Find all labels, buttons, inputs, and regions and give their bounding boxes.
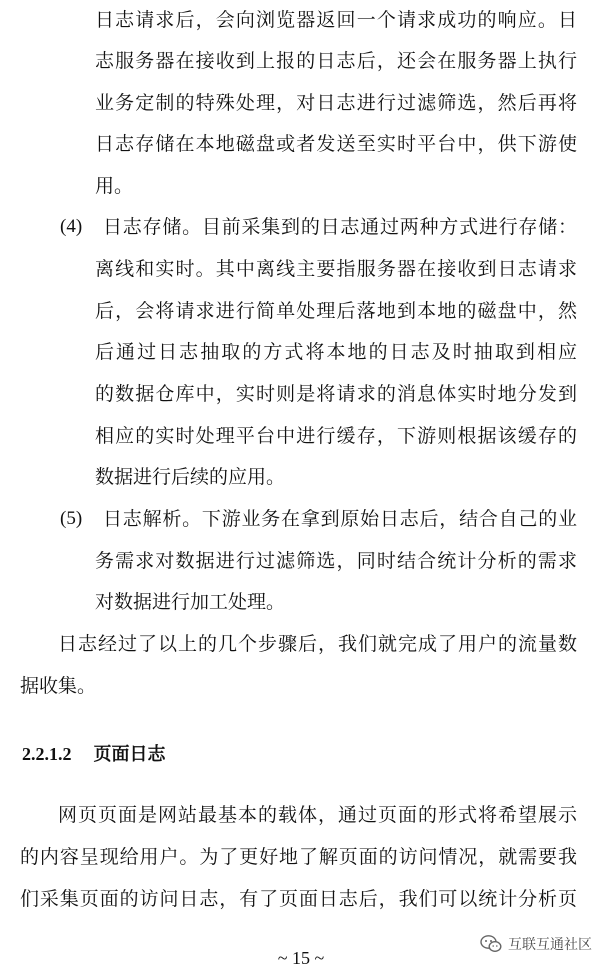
item4-line-5: 的数据仓库中，实时则是将请求的消息体实时地分发到 xyxy=(95,383,577,405)
item5-line-3: 对数据进行加工处理。 xyxy=(95,591,286,613)
item4-line-1: 日志存储。目前采集到的日志通过两种方式进行存储： xyxy=(103,216,577,238)
item4-line-2: 离线和实时。其中离线主要指服务器在接收到日志请求 xyxy=(95,258,577,280)
intro-line-2: 志服务器在接收到上报的日志后，还会在服务器上执行 xyxy=(95,50,577,72)
intro-line-1: 日志请求后，会向浏览器返回一个请求成功的响应。日 xyxy=(95,9,577,31)
item4-line-7: 数据进行后续的应用。 xyxy=(95,466,286,488)
intro-line-3: 业务定制的特殊处理，对日志进行过滤筛选，然后再将 xyxy=(95,92,577,114)
section-body-line-2: 的内容呈现给用户。为了更好地了解页面的访问情况，就需要我 xyxy=(20,846,577,868)
intro-line-4: 日志存储在本地磁盘或者发送至实时平台中，供下游使 xyxy=(95,133,577,155)
section-body-line-3: 们采集页面的访问日志，有了页面日志后，我们可以统计分析页 xyxy=(20,888,577,910)
intro-line-5: 用。 xyxy=(95,175,134,197)
section-title: 页面日志 xyxy=(93,744,166,765)
page-number: ~ 15 ~ xyxy=(277,948,325,968)
summary-line-2: 据收集。 xyxy=(20,675,97,697)
item4-number: (4) xyxy=(60,216,83,237)
item4-line-4: 后通过日志抽取的方式将本地的日志及时抽取到相应 xyxy=(95,341,577,363)
item4-line-6: 相应的实时处理平台中进行缓存，下游则根据该缓存的 xyxy=(95,425,577,447)
item5-line-2: 务需求对数据进行过滤筛选，同时结合统计分析的需求 xyxy=(95,550,577,572)
section-heading xyxy=(22,741,166,768)
section-body-line-1: 网页页面是网站最基本的载体，通过页面的形式将希望展示 xyxy=(58,804,577,826)
summary-line-1: 日志经过了以上的几个步骤后，我们就完成了用户的流量数 xyxy=(58,633,577,655)
item5-number: (5) xyxy=(60,508,83,529)
section-number: 2.2.1.2 xyxy=(22,744,72,764)
item5-line-1: 日志解析。下游业务在拿到原始日志后，结合自己的业 xyxy=(103,508,577,530)
item4-line-3: 后，会将请求进行简单处理后落地到本地的磁盘中，然 xyxy=(95,300,577,322)
watermark-text: 互联互通社区 xyxy=(508,937,592,953)
